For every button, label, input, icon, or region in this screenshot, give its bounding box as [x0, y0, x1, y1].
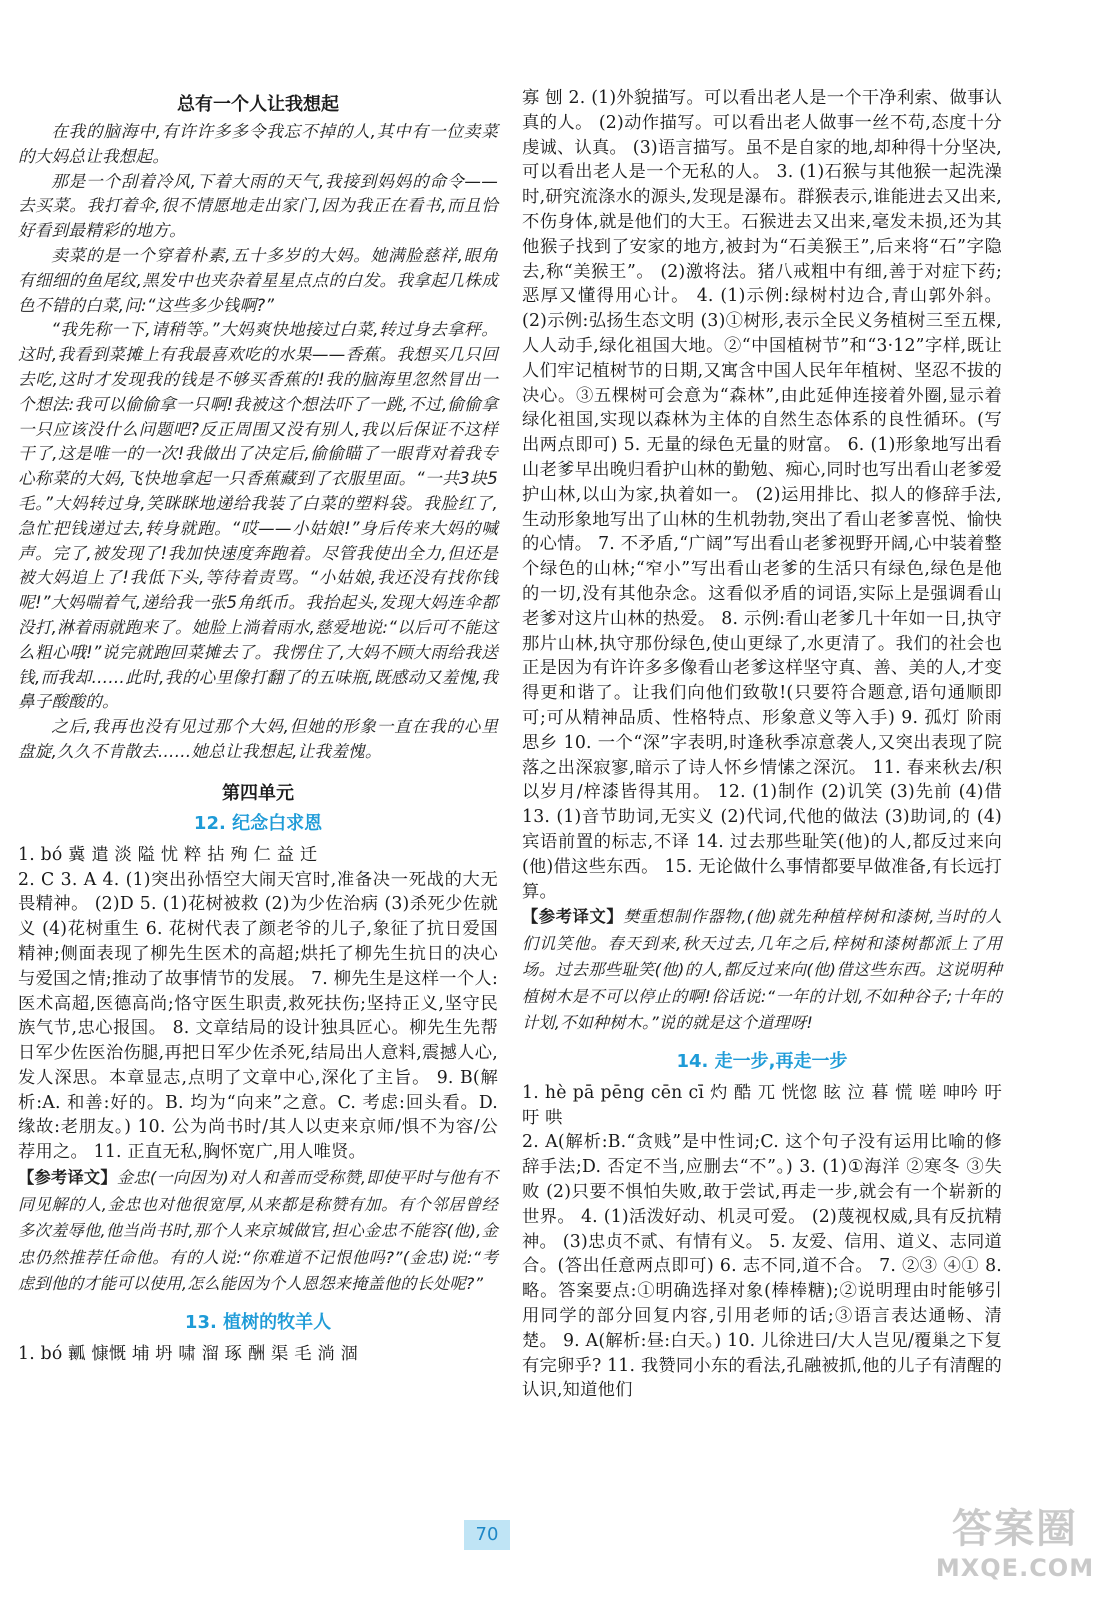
lesson-13-title: 13. 植树的牧羊人 [184, 1311, 332, 1333]
page-number: 70 [464, 1520, 510, 1550]
essay-section [18, 90, 498, 765]
answer-block: 2. A(解析:B.“贪贱”是中性词;C. 这个句子没有运用比喻的修辞手法;D. 否定不当,应删去“不”。) 3. (1)①海洋 ②寒冬 ③失败 (2)只要不惧怕失败,敢于尝试,再走一步,就会有一个崭新的世界。 4. (1)活泼好动、机灵可爱。 (2)蔑视权威,具有反抗精神。 (3)忠贞不贰、有情有义。 5. 友爱、信用、道义、志同道合。(答出任意两点即可) 6. 志不同,道不合。 7. ②③ ④① 8. 略。答案要点:①明确选择对象(棒棒糖);②说明理由时能够引用同学的部分回复内容,引用老师的话;③语言表达通畅、清楚。 9. A(解析:昼:白天。) 10. 儿徐进曰/大人岂见/覆巢之下复有完卵乎? 11. 我赞同小东的看法,孔融被抓,他的儿子有清醒的认识,知道他们 [522, 1132, 1002, 1401]
watermark-logo [930, 1505, 1100, 1595]
essay-paragraph: 在我的脑海中,有许许多多令我忘不掉的人,其中有一位卖菜的大妈总让我想起。 [18, 122, 498, 166]
lesson-12-reference-translation [18, 1165, 498, 1298]
lesson-14-title: 14. 走一步,再走一步 [676, 1050, 848, 1072]
reference-text: 樊重想制作器物,(他)就先种植梓树和漆树,当时的人们讥笑他。春天到来,秋天过去,几年之后,梓树和漆树都派上了用场。过去那些耻笑(他)的人,都反过来向(他)借这些东西。这说明种植树木是不可以停止的啊!俗话说:“一年的计划,不如种谷子;十年的计划,不如种树木。”说的就是这个道理呀! [522, 907, 1002, 1033]
watermark-logo-text: 答案圈 [952, 1506, 1078, 1552]
essay-paragraph: 之后,我再也没有见过那个大妈,但她的形象一直在我的心里盘旋,久久不肯散去……她总让我想起,让我羞愧。 [18, 717, 498, 761]
answer-block: 2. C 3. A 4. (1)突出孙悟空大闹天宫时,准备决一死战的大无畏精神。 (2)D 5. (1)花树被救 (2)为少佐治病 (3)杀死少佐就义 (4)花树重生 6. 花树代表了颜老爷的儿子,象征了抗日爱国精神;侧面表现了柳先生医术的高超;烘托了柳先生抗日的决心与爱国之情;推动了故事情节的发展。 7. 柳先生是这样一个人:医术高超,医德高尚;恪守医生职责,救死扶伤;坚持正义,坚守民族气节,忠心报国。 8. 文章结局的设计独具匠心。柳先生先帮日军少佐医治伤腿,再把日军少佐杀死,结局出人意料,震撼人心,发人深思。本章显志,点明了文章中心,深化了主旨。 9. B(解析:A. 和善:好的。B. 均为“向来”之意。C. 考虑:回头看。D. 缘故:老朋友。) 10. 公为尚书时/其人以吏来京师/惧不为容/公荐用之。 11. 正直无私,胸怀宽广,用人唯贤。 [18, 869, 498, 1163]
lesson-14-section [522, 1047, 1002, 1403]
right-column [522, 86, 1002, 1403]
lesson-12-section [18, 809, 498, 1165]
lesson-12-title: 12. 纪念白求恩 [193, 812, 323, 834]
essay-paragraph: 那是一个刮着冷风,下着大雨的天气,我接到妈妈的命令——去买菜。我打着伞,很不情愿地走出家门,因为我正在看书,而且恰好看到最精彩的地方。 [18, 171, 498, 241]
answer-line: 1. bó 冀 遣 淡 隘 忧 粹 拈 殉 仁 益 迁 [18, 844, 318, 865]
essay-paragraph: 卖菜的是一个穿着朴素,五十多岁的大妈。她满脸慈祥,眼角有细细的鱼尾纹,黑发中也夹杂着星星点点的白发。我拿起几株成色不错的白菜,问:“这些多少钱啊?” [18, 245, 498, 315]
lesson-13-continued [522, 86, 1002, 904]
answer-line: 1. hè pā pēng cēn cī 灼 酷 兀 恍惚 眩 泣 暮 慌 嗟 呻吟 吁吁 哄 [522, 1082, 1002, 1128]
reference-label: 【参考译文】 [18, 1168, 117, 1188]
answer-line: 1. bó 瓤 慷慨 埔 坍 啸 溜 琢 酬 渠 毛 淌 涸 [18, 1343, 359, 1364]
reference-text: 金忠(一向因为)对人和善而受称赞,即使平时与他有不同见解的人,金忠也对他很宽厚,从来都是称赞有加。有个邻居曾经多次羞辱他,他当尚书时,那个人来京城做官,担心金忠不能容(他),金忠仍然推荐任命他。有的人说:“你难道不记恨他吗?”(金忠)说:“考虑到他的才能可以使用,怎么能因为个人恩怨来掩盖他的长处呢?” [18, 1168, 499, 1294]
answer-block: 寡 刨 2. (1)外貌描写。可以看出老人是一个干净利索、做事认真的人。 (2)动作描写。可以看出老人做事一丝不苟,态度十分虔诚、认真。 (3)语言描写。虽不是自家的地,却种得十分坚决,可以看出老人是一个无私的人。 3. (1)石猴与其他猴一起洗澡时,研究流涤水的源头,发现是瀑布。群猴表示,谁能进去又出来,不伤身体,就是他们的大王。石猴进去又出来,毫发未损,还为其他猴子找到了安家的地方,被封为“石美猴王”,后来将“石”字隐去,称“美猴王”。 (2)激将法。猪八戒粗中有细,善于对症下药;恶厚又懂得用心计。 4. (1)示例:绿树村边合,青山郭外斜。 (2)示例:弘扬生态文明 (3)①树形,表示全民义务植树三至五棵,人人动手,绿化祖国大地。②“中国植树节”和“3·12”字样,既让人们牢记植树节的日期,又寓含中国人民年年植树、坚忍不拔的决心。③五棵树可会意为“森林”,由此延伸连接着外圈,显示着绿化祖国,实现以森林为主体的自然生态体系的良性循环。(写出两点即可) 5. 无量的绿色无量的财富。 6. (1)形象地写出看山老爹早出晚归看护山林的勤勉、痴心,同时也写出看山老爹爱护山林,以山为家,执着如一。 (2)运用排比、拟人的修辞手法,生动形象地写出了山林的生机勃勃,突出了看山老爹喜悦、愉快的心情。 7. 不矛盾,“广阔”写出看山老爹视野开阔,心中装着整个绿色的山林;“窄小”写出看山老爹的生活只有绿色,绿色是他的一切,没有其他杂念。这看似矛盾的词语,实际上是强调看山老爹对这片山林的热爱。 8. 示例:看山老爹几十年如一日,执守那片山林,执守那份绿色,使山更绿了,水更清了。我们的社会也正是因为有许许多多像看山老爹这样坚守真、善、美的人,才变得更和谐了。让我们向他们致敬!(只要符合题意,语句通顺即可;可从精神品质、性格特点、形象意义等入手) 9. 孤灯 阶雨 思乡 10. 一个“深”字表明,时逢秋季凉意袭人,又突出表现了院落之出深寂寥,暗示了诗人怀乡情愫之深沉。 11. 春来秋去/积以岁月/梓漆皆得其用。 12. (1)制作 (2)讥笑 (3)先前 (4)借 13. (1)音节助词,无实义 (2)代词,代他的做法 (3)助词,的 (4)宾语前置的标志,不译 14. 过去那些耻笑(他)的人,都反过来向(他)借这些东西。 15. 无论做什么事情都要早做准备,有长远打算。 [522, 88, 1002, 902]
essay-title: 总有一个人让我想起 [177, 94, 339, 115]
left-column [18, 86, 498, 1366]
watermark-url: MXQE.COM [935, 1554, 1095, 1582]
reference-label: 【参考译文】 [522, 907, 624, 927]
unit-title: 第四单元 [222, 782, 294, 804]
lesson-13-reference-translation [522, 904, 1002, 1037]
essay-paragraph: “我先称一下,请稍等。”大妈爽快地接过白菜,转过身去拿秤。这时,我看到菜摊上有我最喜欢吃的水果——香蕉。我想买几只回去吃,这时才发现我的钱是不够买香蕉的!我的脑海里忽然冒出一个想法:我可以偷偷拿一只啊!我被这个想法吓了一跳,不过,偷偷拿一只应该没什么问题吧?反正周围又没有别人,我以后保证不这样干了,这是唯一的一次!我做出了决定后,偷偷瞄了一眼背对着我专心称菜的大妈,飞快地拿起一只香蕉藏到了衣服里面。“一共3块5毛。”大妈转过身,笑眯眯地递给我装了白菜的塑料袋。我脸红了,急忙把钱递过去,转身就跑。“哎——小姑娘!”身后传来大妈的喊声。完了,被发现了!我加快速度奔跑着。尽管我使出全力,但还是被大妈追上了!我低下头,等待着责骂。“小姑娘,我还没有找你钱呢!”大妈喘着气,递给我一张5角纸币。我抬起头,发现大妈连伞都没打,淋着雨就跑来了。她脸上淌着雨水,慈爱地说:“以后可不能这么粗心哦!”说完就跑回菜摊去了。我愣住了,大妈不顾大雨给我送钱,而我却……此时,我的心里像打翻了的五味瓶,既感动又羞愧,我鼻子酸酸的。 [18, 320, 498, 712]
lesson-13-section [18, 1308, 498, 1367]
